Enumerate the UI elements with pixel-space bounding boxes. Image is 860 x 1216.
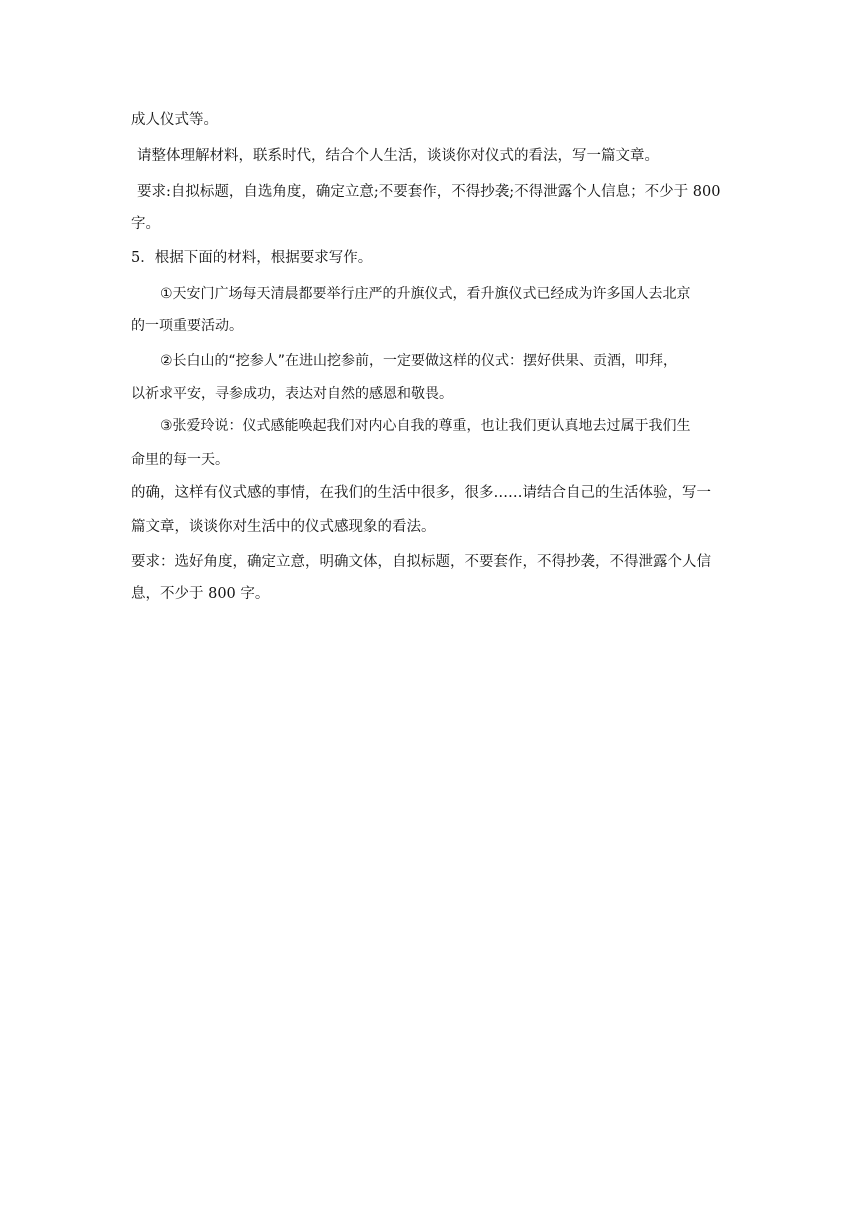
material-2-line-2: 以祈求平安，寻参成功，表达对自然的感恩和敬畏。 [131,386,453,402]
text-line-1: 成人仪式等。 [131,112,218,128]
text-line-3: 要求:自拟标题，自选角度，确定立意;不要套作，不得抄袭;不得泄露个人信息；不少于 800 [137,184,721,200]
material-2-line-1: ②长白山的“挖参人”在进山挖参前，一定要做这样的仪式：摆好供果、贡酒，叩拜， [160,353,678,369]
prompt-line-1: 的确，这样有仪式感的事情，在我们的生活中很多，很多……请结合自己的生活体验，写一 [131,485,711,501]
text-line-4: 字。 [131,216,160,232]
question-5-heading: 5．根据下面的材料，根据要求写作。 [131,250,373,266]
material-1-line-2: 的一项重要活动。 [131,318,243,334]
prompt-line-2: 篇文章，谈谈你对生活中的仪式感现象的看法。 [131,519,436,535]
requirements-line-2: 息，不少于 800 字。 [131,586,270,602]
requirements-line-1: 要求：选好角度，确定立意，明确文体，自拟标题，不要套作，不得抄袭，不得泄露个人信 [131,554,711,570]
text-line-2: 请整体理解材料，联系时代，结合个人生活，谈谈你对仪式的看法，写一篇文章。 [137,148,659,164]
material-3-line-2: 命里的每一天。 [131,452,229,468]
material-1-line-1: ①天安门广场每天清晨都要举行庄严的升旗仪式，看升旗仪式已经成为许多国人去北京 [160,286,691,302]
material-3-line-1: ③张爱玲说：仪式感能唤起我们对内心自我的尊重，也让我们更认真地去过属于我们生 [160,418,691,434]
